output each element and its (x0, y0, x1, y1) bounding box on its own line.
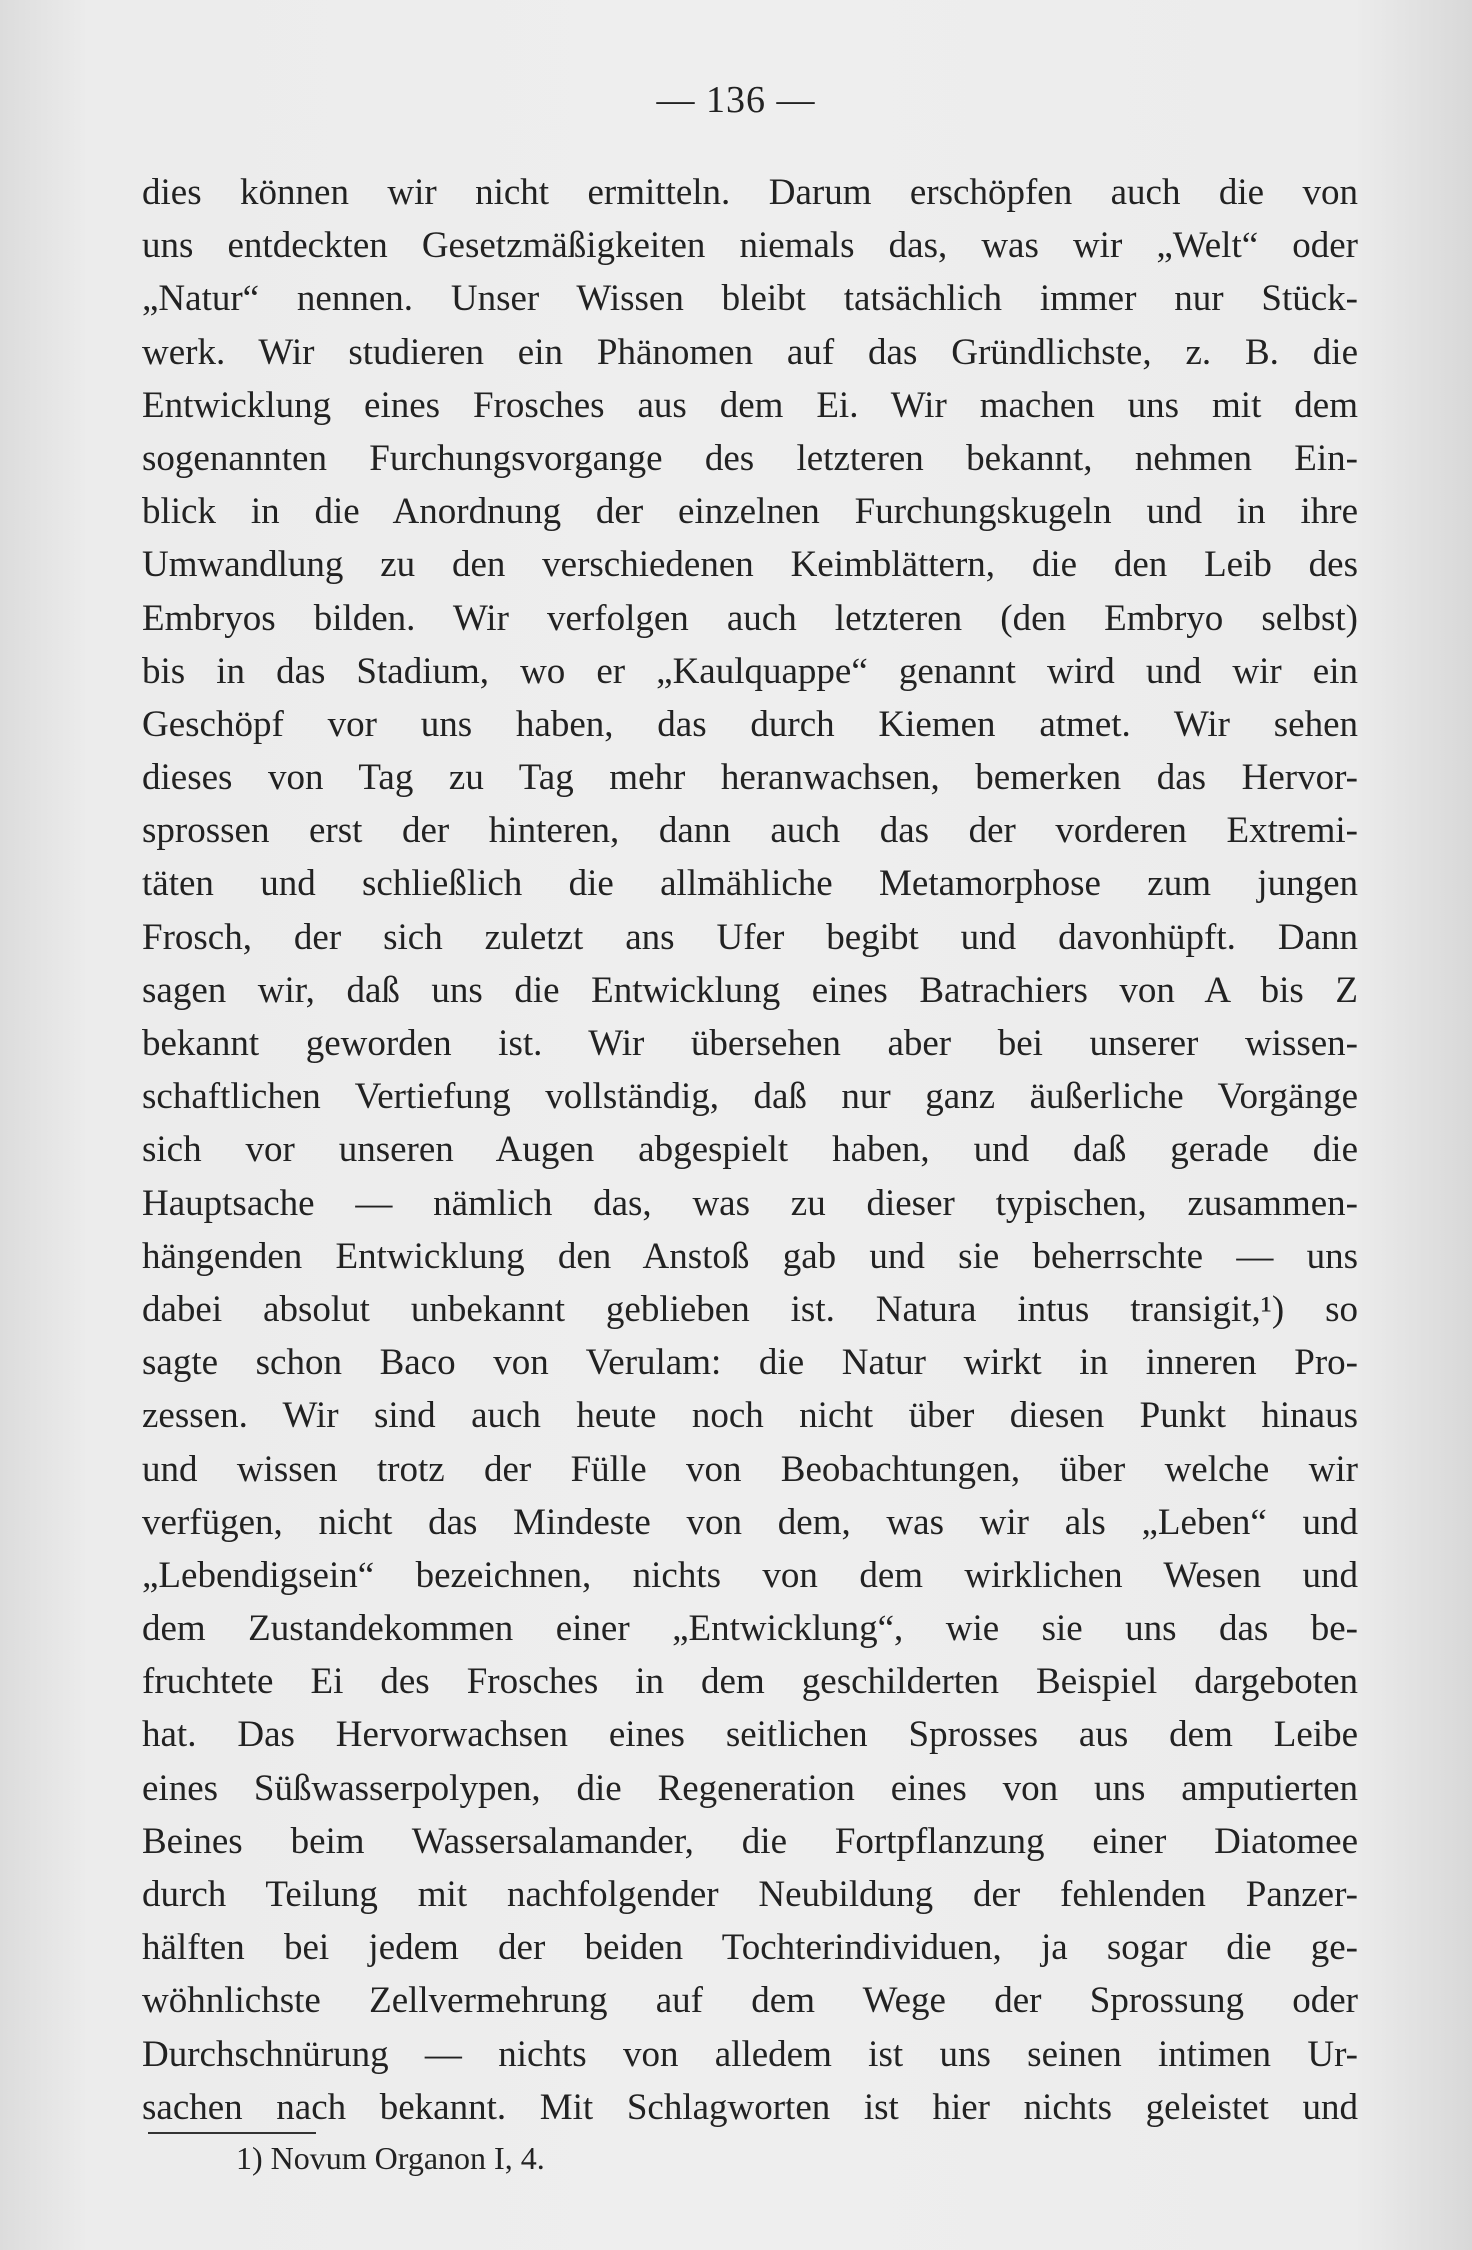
text-line: und wissen trotz der Fülle von Beobachtungen, über welche wir (142, 1448, 1358, 1490)
text-line: fruchtete Ei des Frosches in dem geschilderten Beispiel dargeboten (142, 1661, 1358, 1703)
text-line: dies können wir nicht ermitteln. Darum erschöpfen auch die von (142, 172, 1358, 213)
text-line: sachen nach bekannt. Mit Schlagworten ist hier nichts geleistet und (142, 2086, 1358, 2128)
text-line: blick in die Anordnung der einzelnen Furchungskugeln und in ihre (142, 491, 1358, 533)
text-line: durch Teilung mit nachfolgender Neubildung der fehlenden Panzer- (142, 1874, 1358, 1915)
text-line: hängenden Entwicklung den Anstoß gab und sie beherrschte — uns (142, 1235, 1358, 1277)
text-line: dieses von Tag zu Tag mehr heranwachsen, bemerken das Hervor- (142, 757, 1358, 799)
text-line: dabei absolut unbekannt geblieben ist. Natura intus transigit,¹) so (142, 1288, 1358, 1330)
text-line: sogenannten Furchungsvorgange des letzteren bekannt, nehmen Ein- (142, 437, 1358, 479)
text-line: bekannt geworden ist. Wir übersehen aber bei unserer wissen- (142, 1023, 1358, 1064)
text-line: sagen wir, daß uns die Entwicklung eines Batrachiers von A bis Z (142, 969, 1358, 1011)
text-line: dem Zustandekommen einer „Entwicklung“, wie sie uns das be- (142, 1608, 1358, 1650)
page-number: — 136 — (656, 79, 816, 121)
text-line: schaftlichen Vertiefung vollständig, daß nur ganz äußerliche Vorgänge (142, 1076, 1358, 1118)
text-line: sich vor unseren Augen abgespielt haben, und daß gerade die (142, 1129, 1358, 1171)
text-line: eines Süßwasserpolypen, die Regeneration eines von uns amputierten (142, 1767, 1358, 1809)
footnote: 1) Novum Organon I, 4. (236, 2140, 545, 2176)
footnote-rule (148, 2132, 316, 2134)
text-line: sagte schon Baco von Verulam: die Natur wirkt in inneren Pro- (142, 1342, 1358, 1384)
text-line: zessen. Wir sind auch heute noch nicht über diesen Punkt hinaus (142, 1395, 1358, 1437)
text-line: Umwandlung zu den verschiedenen Keimblättern, die den Leib des (142, 544, 1358, 586)
body-text (142, 166, 1358, 2134)
text-line: Entwicklung eines Frosches aus dem Ei. Wir machen uns mit dem (142, 384, 1358, 426)
text-line: werk. Wir studieren ein Phänomen auf das Gründlichste, z. B. die (142, 331, 1358, 373)
text-line: verfügen, nicht das Mindeste von dem, was wir als „Leben“ und (142, 1501, 1358, 1543)
text-line: Geschöpf vor uns haben, das durch Kiemen atmet. Wir sehen (142, 703, 1358, 745)
text-line: uns entdeckten Gesetzmäßigkeiten niemals das, was wir „Welt“ oder (142, 225, 1358, 267)
text-line: täten und schließlich die allmähliche Metamorphose zum jungen (142, 863, 1358, 905)
text-line: bis in das Stadium, wo er „Kaulquappe“ genannt wird und wir ein (142, 650, 1358, 692)
text-line: Embryos bilden. Wir verfolgen auch letzteren (den Embryo selbst) (142, 597, 1358, 639)
text-line: Frosch, der sich zuletzt ans Ufer begibt und davonhüpft. Dann (142, 916, 1358, 958)
text-line: hälften bei jedem der beiden Tochterindividuen, ja sogar die ge- (142, 1927, 1358, 1969)
text-line: „Lebendigsein“ bezeichnen, nichts von dem wirklichen Wesen und (142, 1554, 1358, 1596)
text-line: wöhnlichste Zellvermehrung auf dem Wege der Sprossung oder (142, 1980, 1358, 2022)
text-line: Durchschnürung — nichts von alledem ist uns seinen intimen Ur- (142, 2033, 1358, 2075)
text-line: „Natur“ nennen. Unser Wissen bleibt tatsächlich immer nur Stück- (142, 278, 1358, 320)
text-line: Beines beim Wassersalamander, die Fortpflanzung einer Diatomee (142, 1820, 1358, 1862)
text-line: hat. Das Hervorwachsen eines seitlichen Sprosses aus dem Leibe (142, 1714, 1358, 1756)
text-line: Hauptsache — nämlich das, was zu dieser typischen, zusammen- (142, 1182, 1358, 1224)
text-line: sprossen erst der hinteren, dann auch das der vorderen Extremi- (142, 810, 1358, 852)
